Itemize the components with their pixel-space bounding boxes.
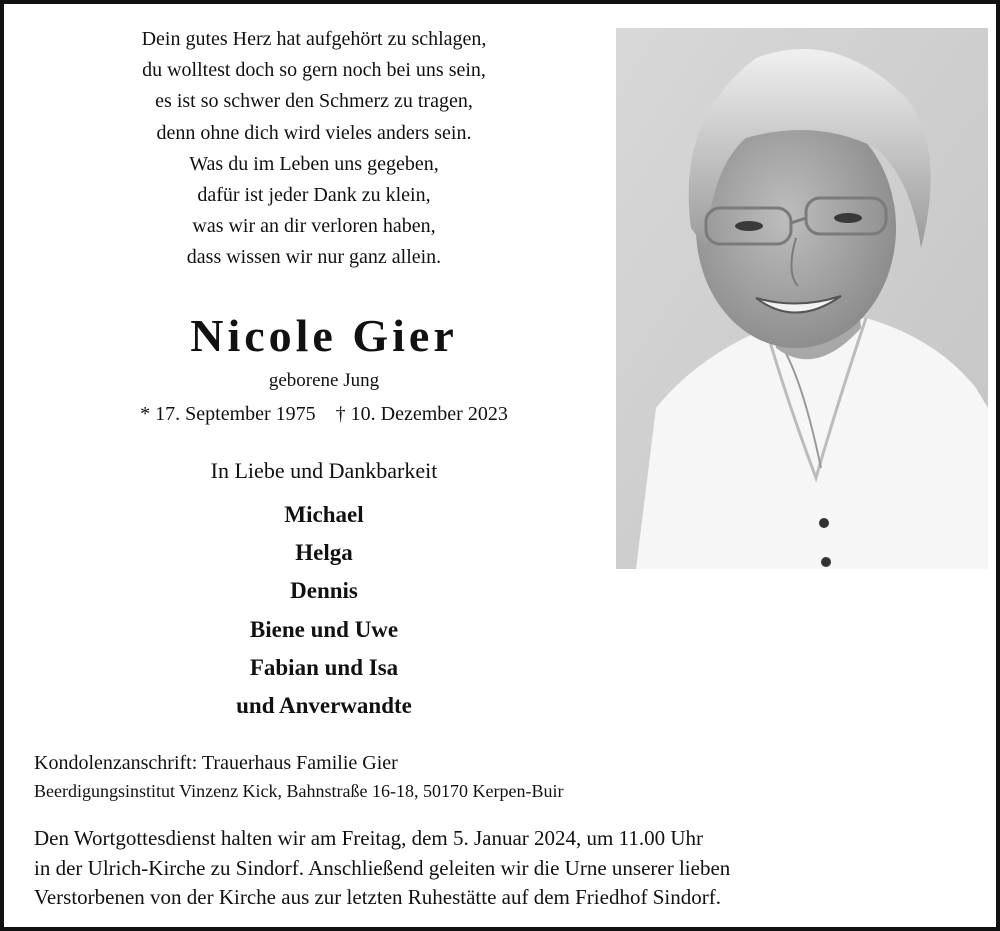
service-line: Verstorbenen von der Kirche aus zur letzten Ruhestätte auf dem Friedhof Sindorf. [34, 885, 721, 909]
mourner-name: Biene und Uwe [249, 616, 399, 642]
mourner-name: Michael [284, 502, 364, 527]
mourner-name: Fabian und Isa [249, 654, 399, 680]
birth-date: * 17. September 1975 [140, 403, 316, 425]
death-date: † 10. Dezember 2023 [335, 403, 508, 425]
condolence-address [34, 749, 934, 805]
mourners-list [124, 496, 524, 725]
mourner-name: und Anverwandte [236, 693, 412, 719]
poem-line: Was du im Leben uns gegeben, [189, 152, 439, 175]
mourner-name: Helga [295, 540, 353, 566]
poem-line: dass wissen wir nur ganz allein. [186, 246, 442, 269]
memorial-poem [94, 24, 534, 274]
deceased-name: Nicole Gier [190, 310, 458, 361]
poem-line: denn ohne dich wird vieles anders sein. [156, 121, 472, 144]
poem-line: du wolltest doch so gern noch bei uns sein, [142, 59, 486, 82]
service-line: in der Ulrich-Kirche zu Sindorf. Anschließend geleiten wir die Urne unserer lieben [34, 855, 731, 880]
service-announcement [34, 824, 974, 913]
poem-line: es ist so schwer den Schmerz zu tragen, [155, 90, 473, 113]
funeral-home-line: Beerdigungsinstitut Vinzenz Kick, Bahnstraße 16-18, 50170 Kerpen-Buir [34, 781, 564, 801]
poem-line: Dein gutes Herz hat aufgehört zu schlagen, [141, 28, 487, 50]
life-dates [64, 400, 584, 428]
service-line: Den Wortgottesdienst halten wir am Freitag, dem 5. Januar 2024, um 11.00 Uhr [34, 826, 704, 850]
dedication-line: In Liebe und Dankbarkeit [210, 458, 438, 483]
birth-name: geborene Jung [268, 370, 380, 391]
condolence-line: Kondolenzanschrift: Trauerhaus Familie Gier [34, 752, 398, 774]
poem-line: was wir an dir verloren haben, [192, 215, 436, 238]
mourner-name: Dennis [290, 578, 358, 604]
poem-line: dafür ist jeder Dank zu klein, [197, 184, 431, 207]
portrait-photo [616, 28, 988, 569]
